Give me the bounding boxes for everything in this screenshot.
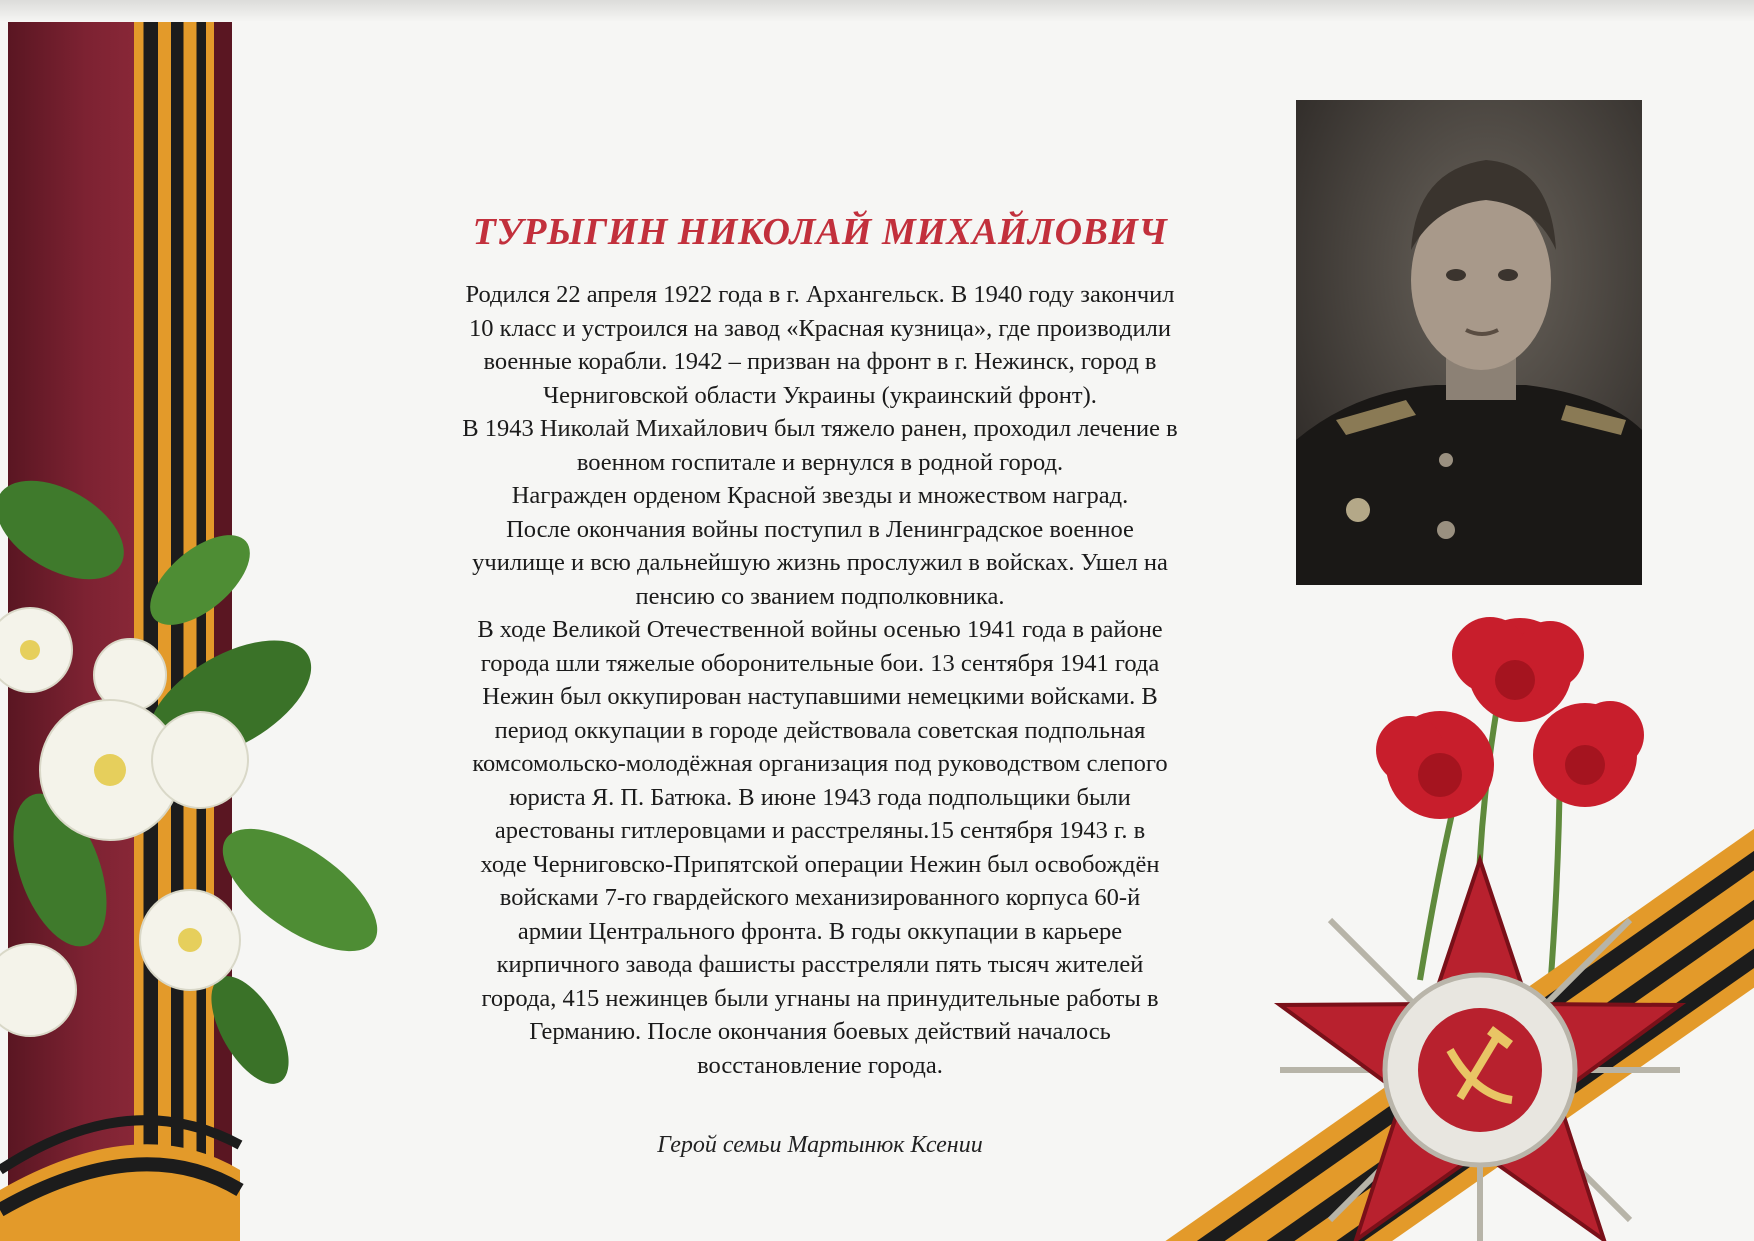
history-line: период оккупации в городе действовала советская подпольная — [494, 716, 1146, 744]
scan-edge — [0, 0, 1754, 22]
blossom-illustration — [0, 470, 420, 1241]
carnations-and-order-illustration — [1140, 600, 1754, 1241]
history-line: города, 415 нежинцев были угнаны на принудительные работы в — [481, 984, 1159, 1012]
history-line: арестованы гитлеровцами и расстреляны.15 сентября 1943 г. в — [494, 817, 1146, 844]
history-line: ходе Черниговско-Припятской операции Нежин был освобождён — [480, 850, 1160, 878]
soldier-portrait-photo — [1296, 100, 1642, 585]
biography-line: 10 класс и устроился на завод «Красная кузница», где производили — [469, 314, 1171, 342]
history-line: комсомольско-молодёжная организация под руководством слепого — [472, 750, 1168, 777]
biography-line: Награжден орденом Красной звезды и множеством наград. — [511, 482, 1129, 509]
history-line: Германию. После окончания боевых действий началось — [529, 1018, 1111, 1045]
signature: Герой семьи Мартынюк Ксении — [657, 1132, 983, 1158]
history-line: города шли тяжелые оборонительные бои. 13 сентября 1941 года — [480, 649, 1160, 677]
history-line: юриста Я. П. Батюка. В июне 1943 года подпольщики были — [509, 783, 1131, 811]
biography-line: Черниговской области Украины (украинский фронт). — [543, 381, 1097, 409]
biography-line: училище и всю дальнейшую жизнь прослужил в войсках. Ушел на — [472, 549, 1168, 576]
hero-name-title: ТУРЫГИН НИКОЛАЙ МИХАЙЛОВИЧ — [472, 211, 1168, 253]
history-line: войсками 7-го гвардейского механизированного корпуса 60-й — [499, 884, 1141, 911]
history-line: Нежин был оккупирован наступавшими немецкими войсками. В — [482, 683, 1158, 710]
history-line: восстановление города. — [697, 1051, 943, 1079]
biography-line: военные корабли. 1942 – призван на фронт в г. Нежинск, город в — [483, 348, 1157, 375]
biography-line: военном госпитале и вернулся в родной город. — [576, 448, 1064, 476]
biography-line: После окончания войны поступил в Ленинградское военное — [506, 515, 1134, 543]
biography-line: Родился 22 апреля 1922 года в г. Архангельск. В 1940 году закончил — [465, 281, 1175, 308]
history-line: В ходе Великой Отечественной войны осенью 1941 года в районе — [477, 616, 1163, 643]
biography-line: пенсию со званием подполковника. — [635, 582, 1005, 610]
history-line: армии Центрального фронта. В годы оккупации в карьере — [517, 917, 1123, 945]
biography-line: В 1943 Николай Михайлович был тяжело ранен, проходил лечение в — [462, 415, 1178, 442]
history-line: кирпичного завода фашисты расстреляли пять тысяч жителей — [496, 951, 1144, 978]
